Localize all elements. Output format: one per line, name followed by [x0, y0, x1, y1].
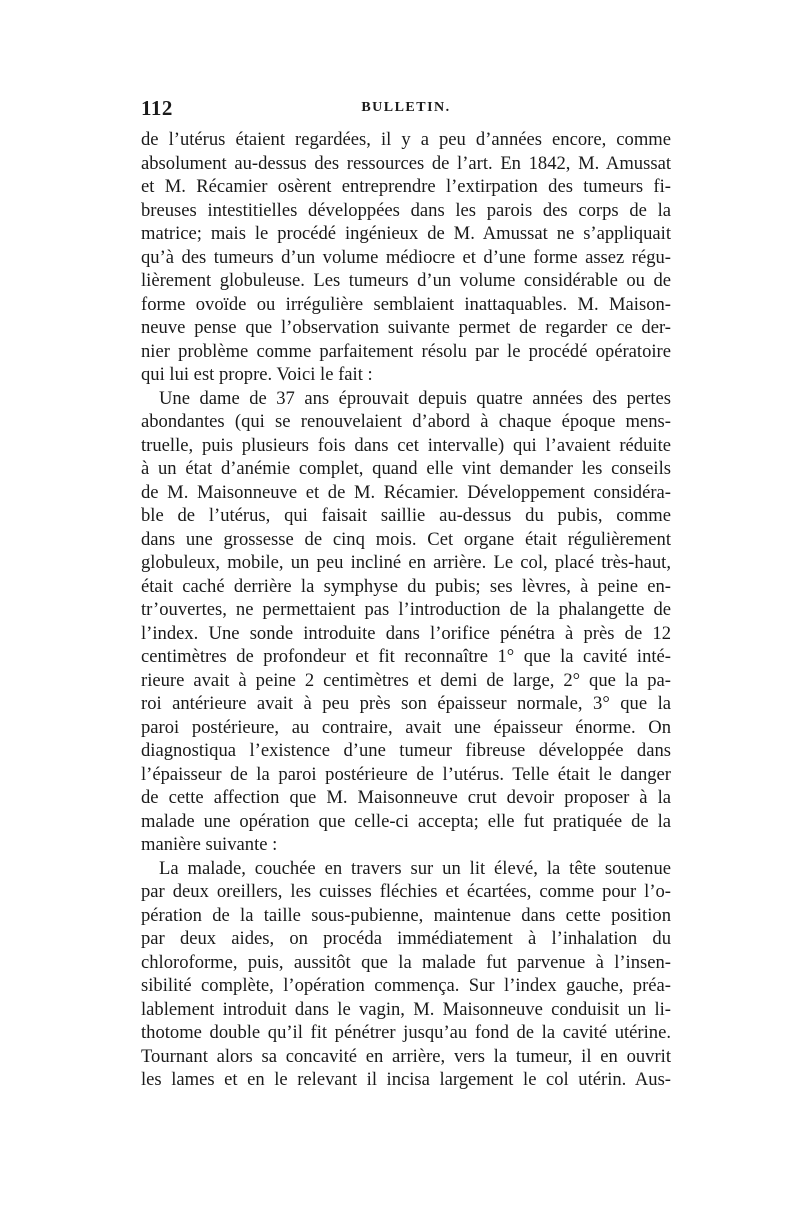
text-line: de l’utérus étaient regardées, il y a peu d’années encore, comme	[141, 129, 671, 150]
text-line: breuses intestitielles développées dans les parois des corps de la	[141, 199, 671, 221]
text-line: chloroforme, puis, aussitôt que la malade fut parvenue à l’insen-	[141, 951, 671, 973]
text-line: pération de la taille sous-pubienne, maintenue dans cette position	[141, 904, 671, 926]
text-line: l’index. Une sonde introduite dans l’orifice pénétra à près de 12	[141, 622, 671, 644]
text-line: qui lui est propre. Voici le fait :	[141, 364, 373, 385]
text-line: forme ovoïde ou irrégulière semblaient inattaquables. M. Maison-	[141, 293, 671, 315]
text-line: nier problème comme parfaitement résolu par le procédé opératoire	[141, 340, 671, 362]
text-line: par deux oreillers, les cuisses fléchies et écartées, comme pour l’o-	[141, 881, 671, 902]
text-line: La malade, couchée en travers sur un lit élevé, la tête soutenue	[159, 857, 671, 879]
text-line: lablement introduit dans le vagin, M. Maisonneuve conduisit un li-	[141, 998, 671, 1020]
text-line: Une dame de 37 ans éprouvait depuis quatre années des pertes	[159, 387, 671, 409]
body-text	[141, 128, 671, 1092]
text-line: et M. Récamier osèrent entreprendre l’extirpation des tumeurs fi-	[141, 176, 671, 197]
text-line: diagnostiqua l’existence d’une tumeur fibreuse développée dans	[141, 740, 671, 761]
text-line: globuleux, mobile, un peu incliné en arrière. Le col, placé très-haut,	[141, 552, 671, 573]
text-line: de M. Maisonneuve et de M. Récamier. Développement considéra-	[141, 481, 671, 503]
text-line: centimètres de profondeur et fit reconnaître 1° que la cavité inté-	[141, 646, 671, 667]
text-line: dans une grossesse de cinq mois. Cet organe était régulièrement	[141, 528, 671, 550]
text-line: malade une opération que celle-ci accepta; elle fut pratiquée de la	[141, 810, 671, 832]
text-line: était caché derrière la symphyse du pubis; ses lèvres, à peine en-	[141, 575, 671, 597]
text-line: par deux aides, on procéda immédiatement à l’inhalation du	[141, 928, 671, 949]
text-line: truelle, puis plusieurs fois dans cet intervalle) qui l’avaient réduite	[141, 434, 671, 456]
text-line: Tournant alors sa concavité en arrière, vers la tumeur, il en ouvrit	[141, 1045, 671, 1067]
text-line: roi antérieure avait à peu près son épaisseur normale, 3° que la	[141, 693, 671, 714]
text-line: lièrement globuleuse. Les tumeurs d’un volume considérable ou de	[141, 270, 671, 291]
text-line: l’épaisseur de la paroi postérieure de l’utérus. Telle était le danger	[141, 763, 671, 785]
page-header	[141, 96, 671, 126]
text-line: matrice; mais le procédé ingénieux de M. Amussat ne s’appliquait	[141, 223, 671, 244]
text-line: thotome double qu’il fit pénétrer jusqu’au fond de la cavité utérine.	[141, 1022, 671, 1043]
text-line: tr’ouvertes, ne permettaient pas l’introduction de la phalangette de	[141, 599, 671, 620]
text-line: qu’à des tumeurs d’un volume médiocre et d’une forme assez régu-	[141, 246, 671, 268]
text-line: abondantes (qui se renouvelaient d’abord à chaque époque mens-	[141, 411, 671, 432]
page-number: 112	[141, 96, 173, 120]
text-line: paroi postérieure, au contraire, avait une épaisseur énorme. On	[141, 716, 671, 738]
text-line: de cette affection que M. Maisonneuve crut devoir proposer à la	[141, 787, 671, 808]
text-line: rieure avait à peine 2 centimètres et demi de large, 2° que la pa-	[141, 669, 671, 691]
text-line: absolument au-dessus des ressources de l’art. En 1842, M. Amussat	[141, 152, 671, 174]
running-title: BULLETIN.	[361, 100, 451, 115]
text-line: sibilité complète, l’opération commença. Sur l’index gauche, préa-	[141, 975, 671, 996]
text-line: à un état d’anémie complet, quand elle vint demander les conseils	[141, 458, 671, 479]
text-line: manière suivante :	[141, 834, 278, 855]
text-line: ble de l’utérus, qui faisait saillie au-dessus du pubis, comme	[141, 505, 671, 526]
text-line: neuve pense que l’observation suivante permet de regarder ce der-	[141, 317, 671, 338]
text-line: les lames et en le relevant il incisa largement le col utérin. Aus-	[141, 1069, 671, 1090]
